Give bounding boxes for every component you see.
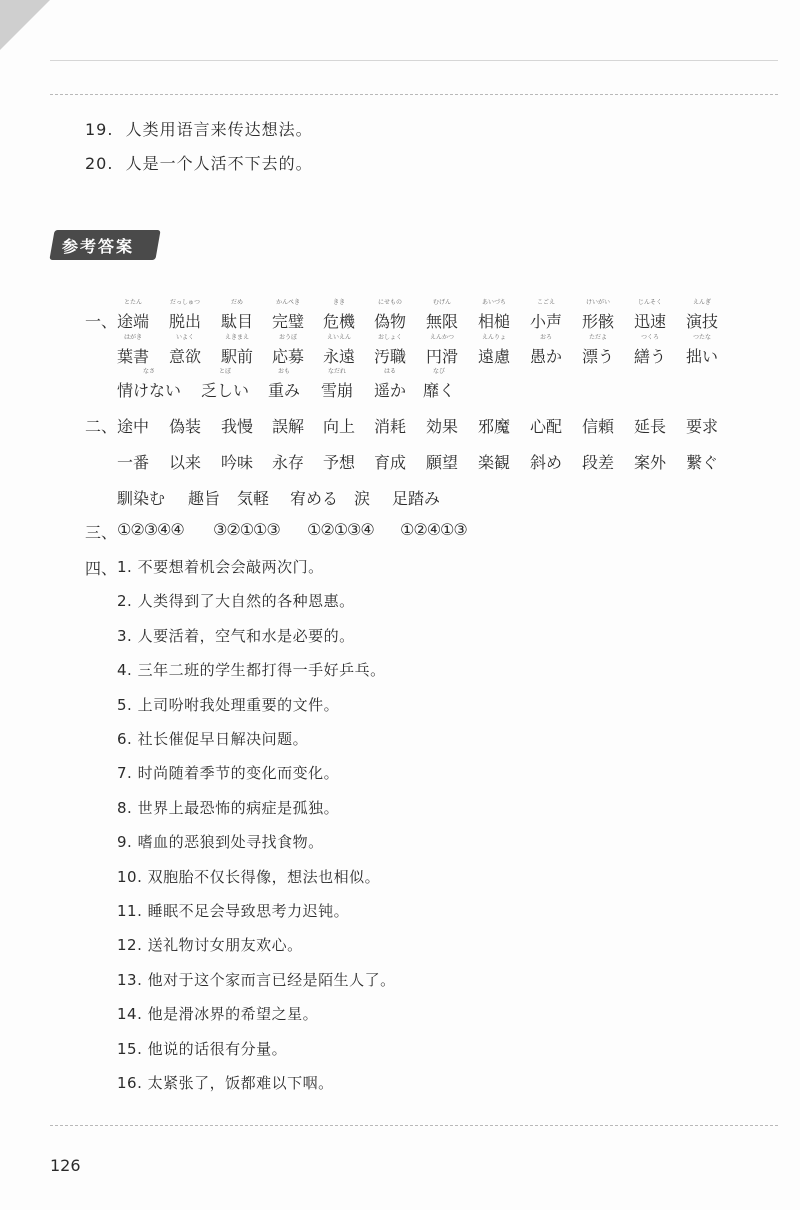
item-number: 7. (117, 764, 138, 783)
item-text: 三年二班的学生都打得一手好乒乓。 (137, 661, 386, 680)
vocab-word (582, 299, 615, 332)
kanji: 拙い (686, 347, 719, 366)
translation-item (117, 659, 386, 680)
furigana: だめ (231, 299, 244, 306)
vocab-word (686, 334, 719, 367)
kanji: 相槌 (478, 312, 511, 331)
kanji: 汚職 (374, 347, 407, 366)
vocab-word: 趣旨 (188, 489, 221, 508)
furigana: あいづち (482, 299, 507, 306)
kanji: 雪崩 (321, 381, 354, 400)
section-title: 参考答案 (62, 237, 135, 256)
translation-item (117, 969, 396, 990)
item-text: 送礼物讨女朋友欢心。 (147, 936, 303, 955)
vocab-word (374, 368, 407, 401)
vocab-word (426, 334, 459, 367)
question-number: 20. (85, 154, 114, 173)
kanji: 意欲 (169, 347, 202, 366)
item-number: 4. (117, 661, 138, 680)
kanji: 小声 (530, 312, 563, 331)
item-number: 14. (117, 1005, 148, 1024)
vocab-word (634, 299, 667, 332)
vocab-word: 予想 (323, 453, 356, 472)
translation-item (117, 934, 303, 955)
item-number: 10. (117, 867, 148, 886)
item-text: 社长催促早日解决问题。 (137, 730, 309, 748)
answer-sequence: ①②①③④ (307, 520, 374, 539)
furigana: はる (384, 368, 397, 375)
furigana: はがき (124, 334, 143, 341)
question-20 (85, 151, 313, 174)
translation-item (117, 900, 349, 921)
vocab-word (478, 334, 511, 367)
vocab-word (117, 368, 182, 401)
item-text: 世界上最恐怖的病症是孤独。 (137, 798, 340, 817)
vocab-word: 宥める (290, 489, 339, 508)
vocab-word: 向上 (323, 417, 356, 436)
vocab-word: 気軽 (237, 489, 270, 508)
item-text: 睡眠不足会导致思考力迟钝。 (147, 902, 350, 920)
translation-item (117, 762, 339, 783)
item-text: 他说的话很有分量。 (147, 1039, 288, 1058)
vocab-word (686, 299, 719, 332)
item-number: 12. (117, 936, 148, 955)
vocab-word (221, 299, 254, 332)
translation-item (117, 556, 324, 577)
furigana: なび (433, 368, 446, 375)
furigana: つくろ (641, 334, 660, 341)
kanji: 無限 (426, 312, 459, 331)
vocab-word: 邪魔 (478, 417, 511, 436)
furigana: えんぎ (693, 299, 712, 306)
vocab-word: 一番 (117, 453, 150, 472)
furigana: じんそく (638, 299, 663, 306)
vocab-word (117, 334, 150, 367)
kanji: 偽物 (374, 312, 407, 331)
furigana: おうぼ (279, 334, 298, 341)
vocab-word: 段差 (582, 453, 615, 472)
vocab-word (323, 299, 356, 332)
vocab-word: 誤解 (272, 417, 305, 436)
item-number: 15. (117, 1039, 148, 1058)
section4-label: 四、 (85, 559, 118, 578)
furigana: こごえ (537, 299, 556, 306)
vocab-word: 楽観 (478, 453, 511, 472)
kanji: 演技 (686, 312, 719, 331)
kanji: 情けない (117, 381, 182, 400)
vocab-word (221, 334, 254, 367)
vocab-word: 馴染む (117, 489, 166, 508)
item-number: 3. (117, 626, 138, 645)
furigana: むげん (433, 299, 452, 306)
page-corner-fold (0, 0, 50, 50)
question-19 (85, 117, 313, 140)
furigana: なだれ (328, 368, 347, 375)
item-text: 嗜血的恶狼到处寻找食物。 (137, 833, 324, 852)
kanji: 愚か (530, 347, 563, 366)
kanji: 葉書 (117, 347, 150, 366)
furigana: ただよ (589, 334, 608, 341)
vocab-word (423, 368, 456, 401)
item-number: 8. (117, 798, 138, 817)
kanji: 漂う (582, 347, 615, 366)
kanji: 駄目 (221, 312, 254, 331)
vocab-word (582, 334, 615, 367)
item-number: 5. (117, 695, 138, 714)
translation-item (117, 625, 355, 646)
vocab-word: 途中 (117, 417, 150, 436)
vocab-word (268, 368, 301, 401)
furigana: えんかつ (430, 334, 455, 341)
kanji: 迅速 (634, 312, 667, 331)
item-number: 6. (117, 730, 138, 748)
vocab-word: 信頼 (582, 417, 615, 436)
furigana: えきまえ (225, 334, 250, 341)
translation-item (117, 831, 324, 852)
furigana: いよく (176, 334, 195, 341)
item-text: 人类得到了大自然的各种恩惠。 (137, 592, 355, 611)
item-number: 16. (117, 1074, 148, 1092)
vocab-word (272, 299, 305, 332)
kanji: 脱出 (169, 312, 202, 331)
vocab-word: 我慢 (221, 417, 254, 436)
furigana: だっしゅつ (170, 299, 201, 306)
vocab-word (169, 334, 202, 367)
kanji: 遥か (374, 381, 407, 400)
kanji: 繕う (634, 347, 667, 366)
kanji: 遠慮 (478, 347, 511, 366)
furigana: とたん (124, 299, 143, 306)
vocab-word (117, 299, 150, 332)
translation-item (117, 797, 339, 818)
vocab-word (530, 299, 563, 332)
item-text: 上司吩咐我处理重要的文件。 (137, 695, 340, 714)
kanji: 乏しい (201, 381, 250, 400)
item-text: 人要活着，空气和水是必要的。 (137, 626, 355, 645)
item-text: 时尚随着季节的变化而变化。 (137, 764, 340, 783)
furigana: つたな (693, 334, 712, 341)
kanji: 形骸 (582, 312, 615, 331)
question-text: 人是一个人活不下去的。 (125, 154, 313, 173)
page-number: 126 (50, 1156, 81, 1175)
kanji: 靡く (423, 381, 456, 400)
item-text: 不要想着机会会敲两次门。 (137, 558, 324, 576)
furigana: おも (278, 368, 291, 375)
furigana: きき (333, 299, 346, 306)
furigana: けいがい (586, 299, 611, 306)
section1-label: 一、 (85, 312, 118, 331)
item-text: 他对于这个家而言已经是陌生人了。 (147, 970, 396, 989)
kanji: 重み (268, 381, 301, 400)
answer-sequence: ①②④①③ (400, 520, 467, 539)
vocab-word: 以来 (169, 453, 202, 472)
furigana: なさ (143, 368, 156, 375)
vocab-word: 案外 (634, 453, 667, 472)
vocab-word: 繋ぐ (686, 453, 719, 472)
vocab-word: 永存 (272, 453, 305, 472)
kanji: 円滑 (426, 347, 459, 366)
furigana: おしょく (378, 334, 403, 341)
furigana: にせもの (378, 299, 403, 306)
furigana: えいえん (327, 334, 352, 341)
vocab-word: 涙 (354, 489, 371, 508)
vocab-word (530, 334, 563, 367)
item-number: 11. (117, 902, 148, 920)
vocab-word: 偽装 (169, 417, 202, 436)
item-number: 13. (117, 970, 148, 989)
vocab-word (169, 299, 202, 332)
kanji: 応募 (272, 347, 305, 366)
vocab-word: 願望 (426, 453, 459, 472)
answer-sequence: ③②①①③ (213, 520, 280, 539)
answer-sequence: ①②③④④ (117, 520, 184, 539)
vocab-word (272, 334, 305, 367)
vocab-word: 消耗 (374, 417, 407, 436)
vocab-word (321, 368, 354, 401)
vocab-word: 吟味 (221, 453, 254, 472)
kanji: 危機 (323, 312, 356, 331)
translation-item (117, 694, 339, 715)
item-text: 他是滑冰界的希望之星。 (147, 1005, 319, 1024)
vocab-word: 足踏み (392, 489, 441, 508)
vocab-word (478, 299, 511, 332)
kanji: 駅前 (221, 347, 254, 366)
vocab-word: 斜め (530, 453, 563, 472)
dotted-divider-top (50, 94, 778, 95)
furigana: えんりょ (482, 334, 507, 341)
translation-item (117, 728, 308, 749)
vocab-word: 心配 (530, 417, 563, 436)
kanji: 途端 (117, 312, 150, 331)
kanji: 完璧 (272, 312, 305, 331)
item-number: 9. (117, 833, 138, 852)
item-text: 双胞胎不仅长得像，想法也相似。 (147, 867, 381, 886)
item-text: 太紧张了，饭都难以下咽。 (147, 1074, 334, 1092)
translation-item (117, 590, 355, 611)
item-number: 2. (117, 592, 138, 611)
vocab-word: 要求 (686, 417, 719, 436)
dotted-divider-bottom (50, 1125, 778, 1126)
furigana: かんぺき (276, 299, 300, 306)
furigana: おろ (540, 334, 553, 341)
vocab-word (374, 334, 407, 367)
vocab-word (426, 299, 459, 332)
vocab-word (634, 334, 667, 367)
question-number: 19. (85, 120, 114, 139)
translation-item (117, 1003, 318, 1024)
furigana: とぼ (219, 368, 232, 375)
section2-label: 二、 (85, 417, 118, 436)
question-text: 人类用语言来传达想法。 (125, 120, 313, 139)
top-rule (50, 60, 778, 61)
translation-item (117, 1038, 287, 1059)
vocab-word (201, 368, 250, 401)
translation-item (117, 1072, 334, 1093)
vocab-word: 育成 (374, 453, 407, 472)
vocab-word (374, 299, 407, 332)
section3-label: 三、 (85, 523, 118, 542)
translation-item (117, 866, 380, 887)
vocab-word: 効果 (426, 417, 459, 436)
vocab-word: 延長 (634, 417, 667, 436)
item-number: 1. (117, 558, 138, 576)
vocab-word (323, 334, 356, 367)
kanji: 永遠 (323, 347, 356, 366)
